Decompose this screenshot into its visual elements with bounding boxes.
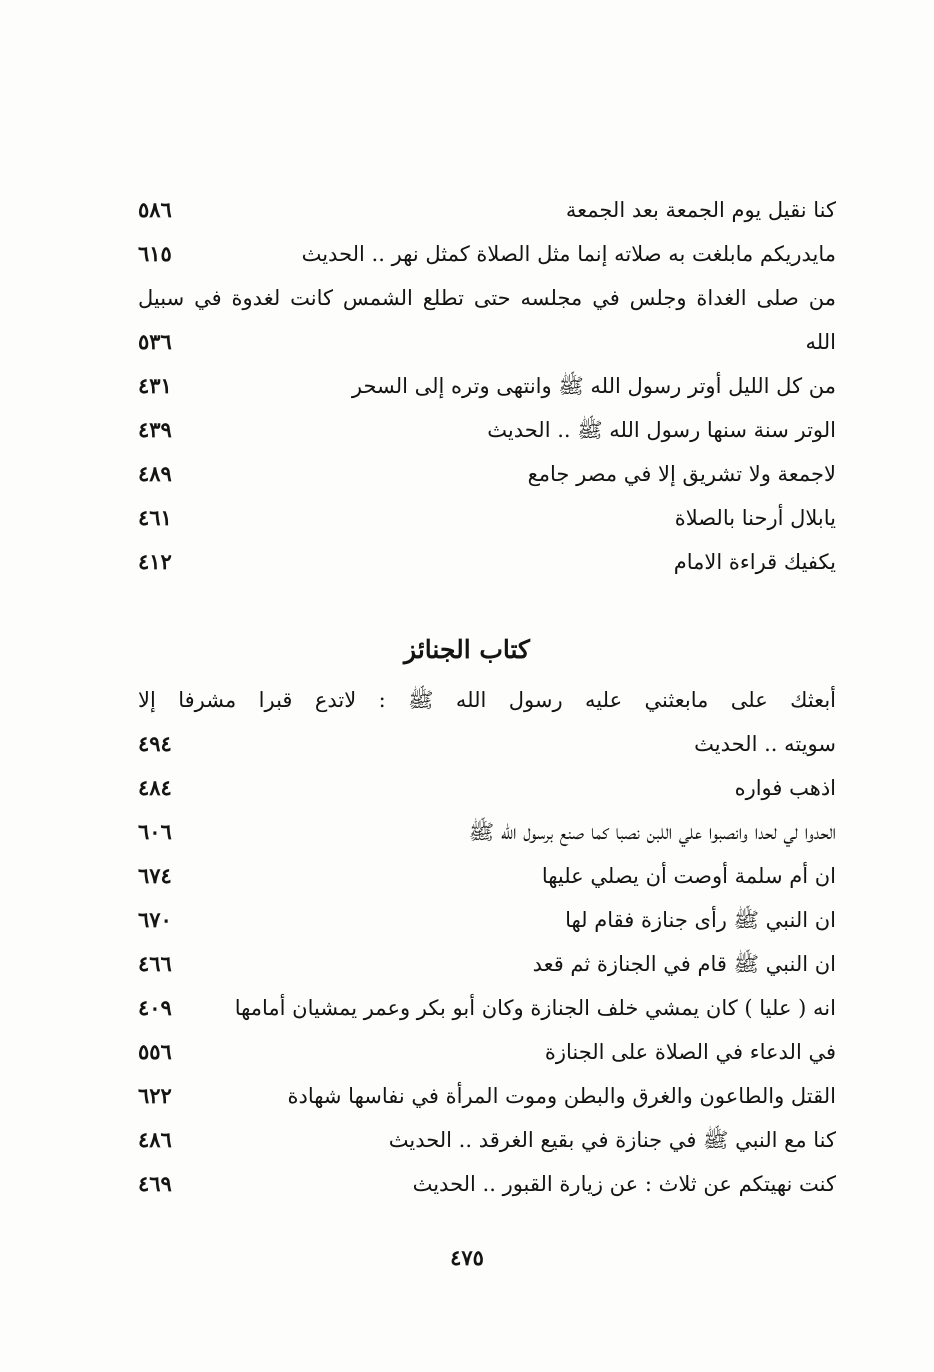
index-entry [138,190,836,234]
index-entry [138,812,836,856]
section-heading: كتاب الجنائز [404,635,530,664]
index-entry [138,322,836,366]
index-entry [138,498,836,542]
index-entry [138,1076,836,1120]
entry-text: أبعثك على مابعثني عليه رسول الله ﷺ : لاتدع قبرا مشرفا إلا [138,688,836,712]
entry-page-number: ٤٦١ [138,505,172,530]
entry-text: ان النبي ﷺ قام في الجنازة ثم قعد [532,952,836,976]
index-entry [138,278,836,322]
index-entry [138,1120,836,1164]
index-entry [138,768,836,812]
index-entry [138,724,836,768]
entry-text: كنا نقيل يوم الجمعة بعد الجمعة [565,198,836,222]
entry-page-number: ٤٣١ [138,373,172,398]
entry-text: اذهب فواره [734,776,836,800]
page-number: ٤٧٥ [450,1245,484,1270]
index-entry [138,856,836,900]
entry-text: يكفيك قراءة الامام [673,550,836,574]
entry-text: ان أم سلمة أوصت أن يصلي عليها [541,864,836,888]
entry-page-number: ٤٦٩ [138,1171,172,1196]
index-entry [138,1164,836,1208]
entry-text: لاجمعة ولا تشريق إلا في مصر جامع [527,462,836,486]
index-entry [138,1032,836,1076]
entry-page-number: ٤٨٤ [138,775,172,800]
entry-text: من كل الليل أوتر رسول الله ﷺ وانتهى وتره إلى السحر [351,374,836,398]
entry-page-number: ٦٧٠ [138,907,172,932]
index-entry [138,234,836,278]
entry-page-number: ٤٩٤ [138,731,172,756]
entry-page-number: ٦١٥ [138,241,172,266]
entry-page-number: ٦٧٤ [138,863,172,888]
index-entry [138,542,836,586]
entry-page-number: ٤٨٩ [138,461,172,486]
entry-text: ان النبي ﷺ رأى جنازة فقام لها [565,908,836,932]
entry-text: كنت نهيتكم عن ثلاث : عن زيارة القبور .. الحديث [412,1172,836,1196]
entry-page-number: ٥٨٦ [138,197,172,222]
index-entry [138,454,836,498]
entry-page-number: ٤٨٦ [138,1127,172,1152]
index-entry [138,988,836,1032]
entry-text: القتل والطاعون والغرق والبطن وموت المرأة في نفاسها شهادة [287,1084,836,1108]
entry-page-number: ٦٠٦ [138,819,172,844]
entry-page-number: ٤٣٩ [138,417,172,442]
index-entry [138,900,836,944]
entry-text: الله [805,330,836,354]
index-entry [138,680,836,724]
entry-text: الحدوا لي لحدا وانصبوا علي اللبن نصبا كما صنع برسول الله ﷺ [468,820,836,844]
entry-page-number: ٤١٢ [138,549,172,574]
entry-page-number: ٤٠٩ [138,995,172,1020]
entry-text: مايدريكم مابلغت به صلاته إنما مثل الصلاة كمثل نهر .. الحديث [301,242,836,266]
index-entry [138,366,836,410]
entry-text: سويته .. الحديث [694,732,836,756]
index-list-section-2 [138,680,836,1208]
entry-text: الوتر سنة سنها رسول الله ﷺ .. الحديث [487,418,836,442]
entry-page-number: ٥٥٦ [138,1039,172,1064]
index-entry [138,944,836,988]
entry-text: من صلى الغداة وجلس في مجلسه حتى تطلع الشمس كانت لغدوة في سبيل [138,286,836,310]
index-list-section-1 [138,190,836,586]
index-entry [138,410,836,454]
entry-page-number: ٥٣٦ [138,329,172,354]
entry-page-number: ٤٦٦ [138,951,172,976]
entry-text: يابلال أرحنا بالصلاة [674,506,836,530]
entry-text: في الدعاء في الصلاة على الجنازة [544,1040,836,1064]
entry-text: انه ( عليا ) كان يمشي خلف الجنازة وكان أبو بكر وعمر يمشيان أمامها [234,996,836,1020]
entry-page-number: ٦٢٢ [138,1083,172,1108]
entry-text: كنا مع النبي ﷺ في جنازة في بقيع الغرقد .. الحديث [388,1128,836,1152]
